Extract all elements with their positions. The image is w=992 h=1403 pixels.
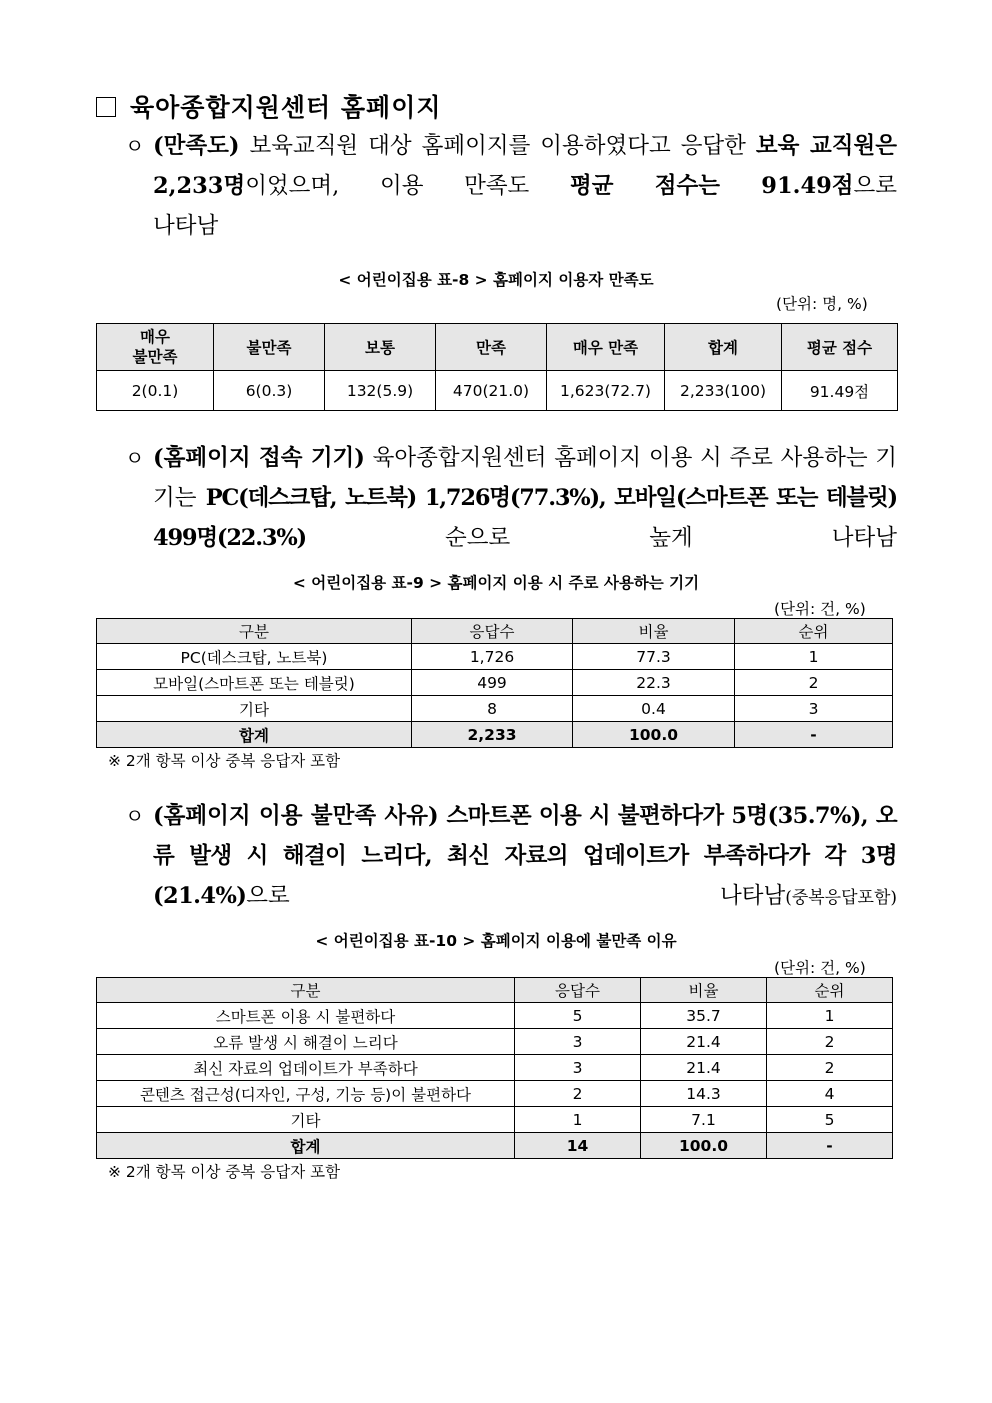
paragraph-dissatisfaction [125, 796, 897, 918]
table8-cell: 470(21.0) [436, 371, 547, 411]
table10-cell: 14.3 [641, 1081, 767, 1107]
table8-header-cell: 매우 만족 [547, 324, 665, 371]
table9-cell: 3 [735, 696, 893, 722]
table8-cell: 1,623(72.7) [547, 371, 665, 411]
bullet-icon: ㅇ [125, 446, 145, 470]
table9 [96, 618, 893, 748]
para1-text2: 이었으며, 이용 만족도 [245, 173, 570, 199]
table9-cell: 77.3 [573, 644, 735, 670]
table10-cell: 7.1 [641, 1107, 767, 1133]
table10-cell: 최신 자료의 업데이트가 부족하다 [97, 1055, 515, 1081]
table-row [97, 1003, 893, 1029]
table8-header-cell: 보통 [325, 324, 436, 371]
table10-note: ※ 2개 항목 이상 중복 응답자 포함 [108, 1163, 341, 1181]
table10-header-cell: 순위 [767, 978, 893, 1003]
table9-cell: 22.3 [573, 670, 735, 696]
table9-cell: 0.4 [573, 696, 735, 722]
table8-header-cell: 평균 점수 [782, 324, 898, 371]
table10-cell: 기타 [97, 1107, 515, 1133]
bullet-icon: ㅇ [125, 804, 145, 828]
table8-cell: 2(0.1) [97, 371, 214, 411]
table9-cell: - [735, 722, 893, 748]
table10-cell: - [767, 1133, 893, 1159]
table10-cell: 콘텐츠 접근성(디자인, 구성, 기능 등)이 불편하다 [97, 1081, 515, 1107]
table8-header-cell [97, 324, 214, 371]
table8-cell: 132(5.9) [325, 371, 436, 411]
table10-cell: 3 [515, 1029, 641, 1055]
table9-cell: 기타 [97, 696, 412, 722]
table10-header-cell: 응답수 [515, 978, 641, 1003]
table8-cell: 2,233(100) [665, 371, 782, 411]
table8-header-cell: 불만족 [214, 324, 325, 371]
para2-lead: (홈페이지 접속 기기) [153, 445, 365, 471]
table-row [97, 1107, 893, 1133]
table8 [96, 323, 898, 411]
table10-caption: < 어린이집용 표-10 > 홈페이지 이용에 불만족 이유 [315, 932, 677, 950]
table9-caption: < 어린이집용 표-9 > 홈페이지 이용 시 주로 사용하는 기기 [292, 574, 700, 592]
table10-cell: 합계 [97, 1133, 515, 1159]
table9-cell: 2 [735, 670, 893, 696]
table9-cell: 합계 [97, 722, 412, 748]
para2-text1: 육아종합지원센터 홈페이지 이용 시 주로 사용하는 기기는 [153, 445, 897, 511]
para3-text1: 으로 나타남 [246, 883, 786, 909]
table9-header-cell: 순위 [735, 619, 893, 644]
table10-cell: 1 [767, 1003, 893, 1029]
table9-cell: 모바일(스마트폰 또는 테블릿) [97, 670, 412, 696]
section-title [96, 88, 442, 124]
table-row [97, 371, 898, 411]
table9-cell: 1,726 [412, 644, 573, 670]
table9-header-cell: 응답수 [412, 619, 573, 644]
table10-cell: 2 [767, 1029, 893, 1055]
table10-total-row [97, 1133, 893, 1159]
para3-lead: (홈페이지 이용 불만족 사유) [153, 803, 439, 829]
table8-header-line: 매우 [140, 328, 170, 346]
table8-caption: < 어린이집용 표-8 > 홈페이지 이용자 만족도 [338, 271, 654, 289]
table9-cell: 1 [735, 644, 893, 670]
table8-cell: 6(0.3) [214, 371, 325, 411]
para1-bold1: 보육 교직원은 2,233명 [153, 133, 897, 199]
table-row [97, 670, 893, 696]
table8-header-row [97, 324, 898, 371]
table8-header-line: 불만족 [132, 348, 178, 366]
table10-header-row [97, 978, 893, 1003]
table10-cell: 2 [767, 1055, 893, 1081]
table-row [97, 644, 893, 670]
table10-header-cell: 구분 [97, 978, 515, 1003]
table9-header-cell: 구분 [97, 619, 412, 644]
table10-cell: 100.0 [641, 1133, 767, 1159]
para3-small: (중복응답포함) [785, 888, 897, 908]
table10-cell: 21.4 [641, 1029, 767, 1055]
table9-cell: 100.0 [573, 722, 735, 748]
table9-cell: 8 [412, 696, 573, 722]
table10-cell: 35.7 [641, 1003, 767, 1029]
para1-text3: 으로 [853, 173, 897, 199]
table9-unit: (단위: 건, %) [774, 600, 866, 618]
para2-bold1: PC(데스크탑, 노트북) 1,726명(77.3%), 모바일(스마트폰 또는 테블릿) 499명(22.3%) [153, 485, 898, 551]
para3-bold1: 스마트폰 이용 시 불편하다가 5명(35.7%), 오류 발생 시 해결이 느리다, 최신 자료의 업데이트가 부족하다가 각 3명(21.4%) [153, 803, 897, 909]
table10-cell: 스마트폰 이용 시 불편하다 [97, 1003, 515, 1029]
table10-unit: (단위: 건, %) [774, 959, 866, 977]
section-title-text: 육아종합지원센터 홈페이지 [130, 93, 442, 122]
table-row [97, 696, 893, 722]
table10-cell: 5 [515, 1003, 641, 1029]
bullet-icon: ㅇ [125, 134, 145, 158]
table10 [96, 977, 893, 1159]
table9-cell: PC(데스크탑, 노트북) [97, 644, 412, 670]
table9-header-row [97, 619, 893, 644]
table8-unit: (단위: 명, %) [776, 295, 868, 313]
table10-cell: 4 [767, 1081, 893, 1107]
table8-header-cell: 합계 [665, 324, 782, 371]
table10-cell: 21.4 [641, 1055, 767, 1081]
table8-cell: 91.49점 [782, 371, 898, 411]
paragraph-device [125, 438, 897, 558]
table10-cell: 3 [515, 1055, 641, 1081]
table8-header-cell: 만족 [436, 324, 547, 371]
table9-header-cell: 비율 [573, 619, 735, 644]
table-row [97, 1029, 893, 1055]
table10-cell: 5 [767, 1107, 893, 1133]
table10-cell: 14 [515, 1133, 641, 1159]
table10-header-cell: 비율 [641, 978, 767, 1003]
table9-cell: 2,233 [412, 722, 573, 748]
para1-bold2: 평균 점수는 91.49점 [569, 173, 854, 199]
paragraph-satisfaction [125, 126, 897, 246]
table-row [97, 1055, 893, 1081]
table9-total-row [97, 722, 893, 748]
table10-cell: 1 [515, 1107, 641, 1133]
para1-text1: 보육교직원 대상 홈페이지를 이용하였다고 응답한 [239, 133, 756, 159]
table9-cell: 499 [412, 670, 573, 696]
table-row [97, 1081, 893, 1107]
table10-cell: 2 [515, 1081, 641, 1107]
para1-lead: (만족도) [153, 133, 240, 159]
checkbox-square-icon [96, 97, 116, 117]
table9-note: ※ 2개 항목 이상 중복 응답자 포함 [108, 752, 341, 770]
para2-text2: 순으로 높게 나타남 [305, 525, 897, 551]
para1-text4: 나타남 [153, 213, 219, 239]
table10-cell: 오류 발생 시 해결이 느리다 [97, 1029, 515, 1055]
